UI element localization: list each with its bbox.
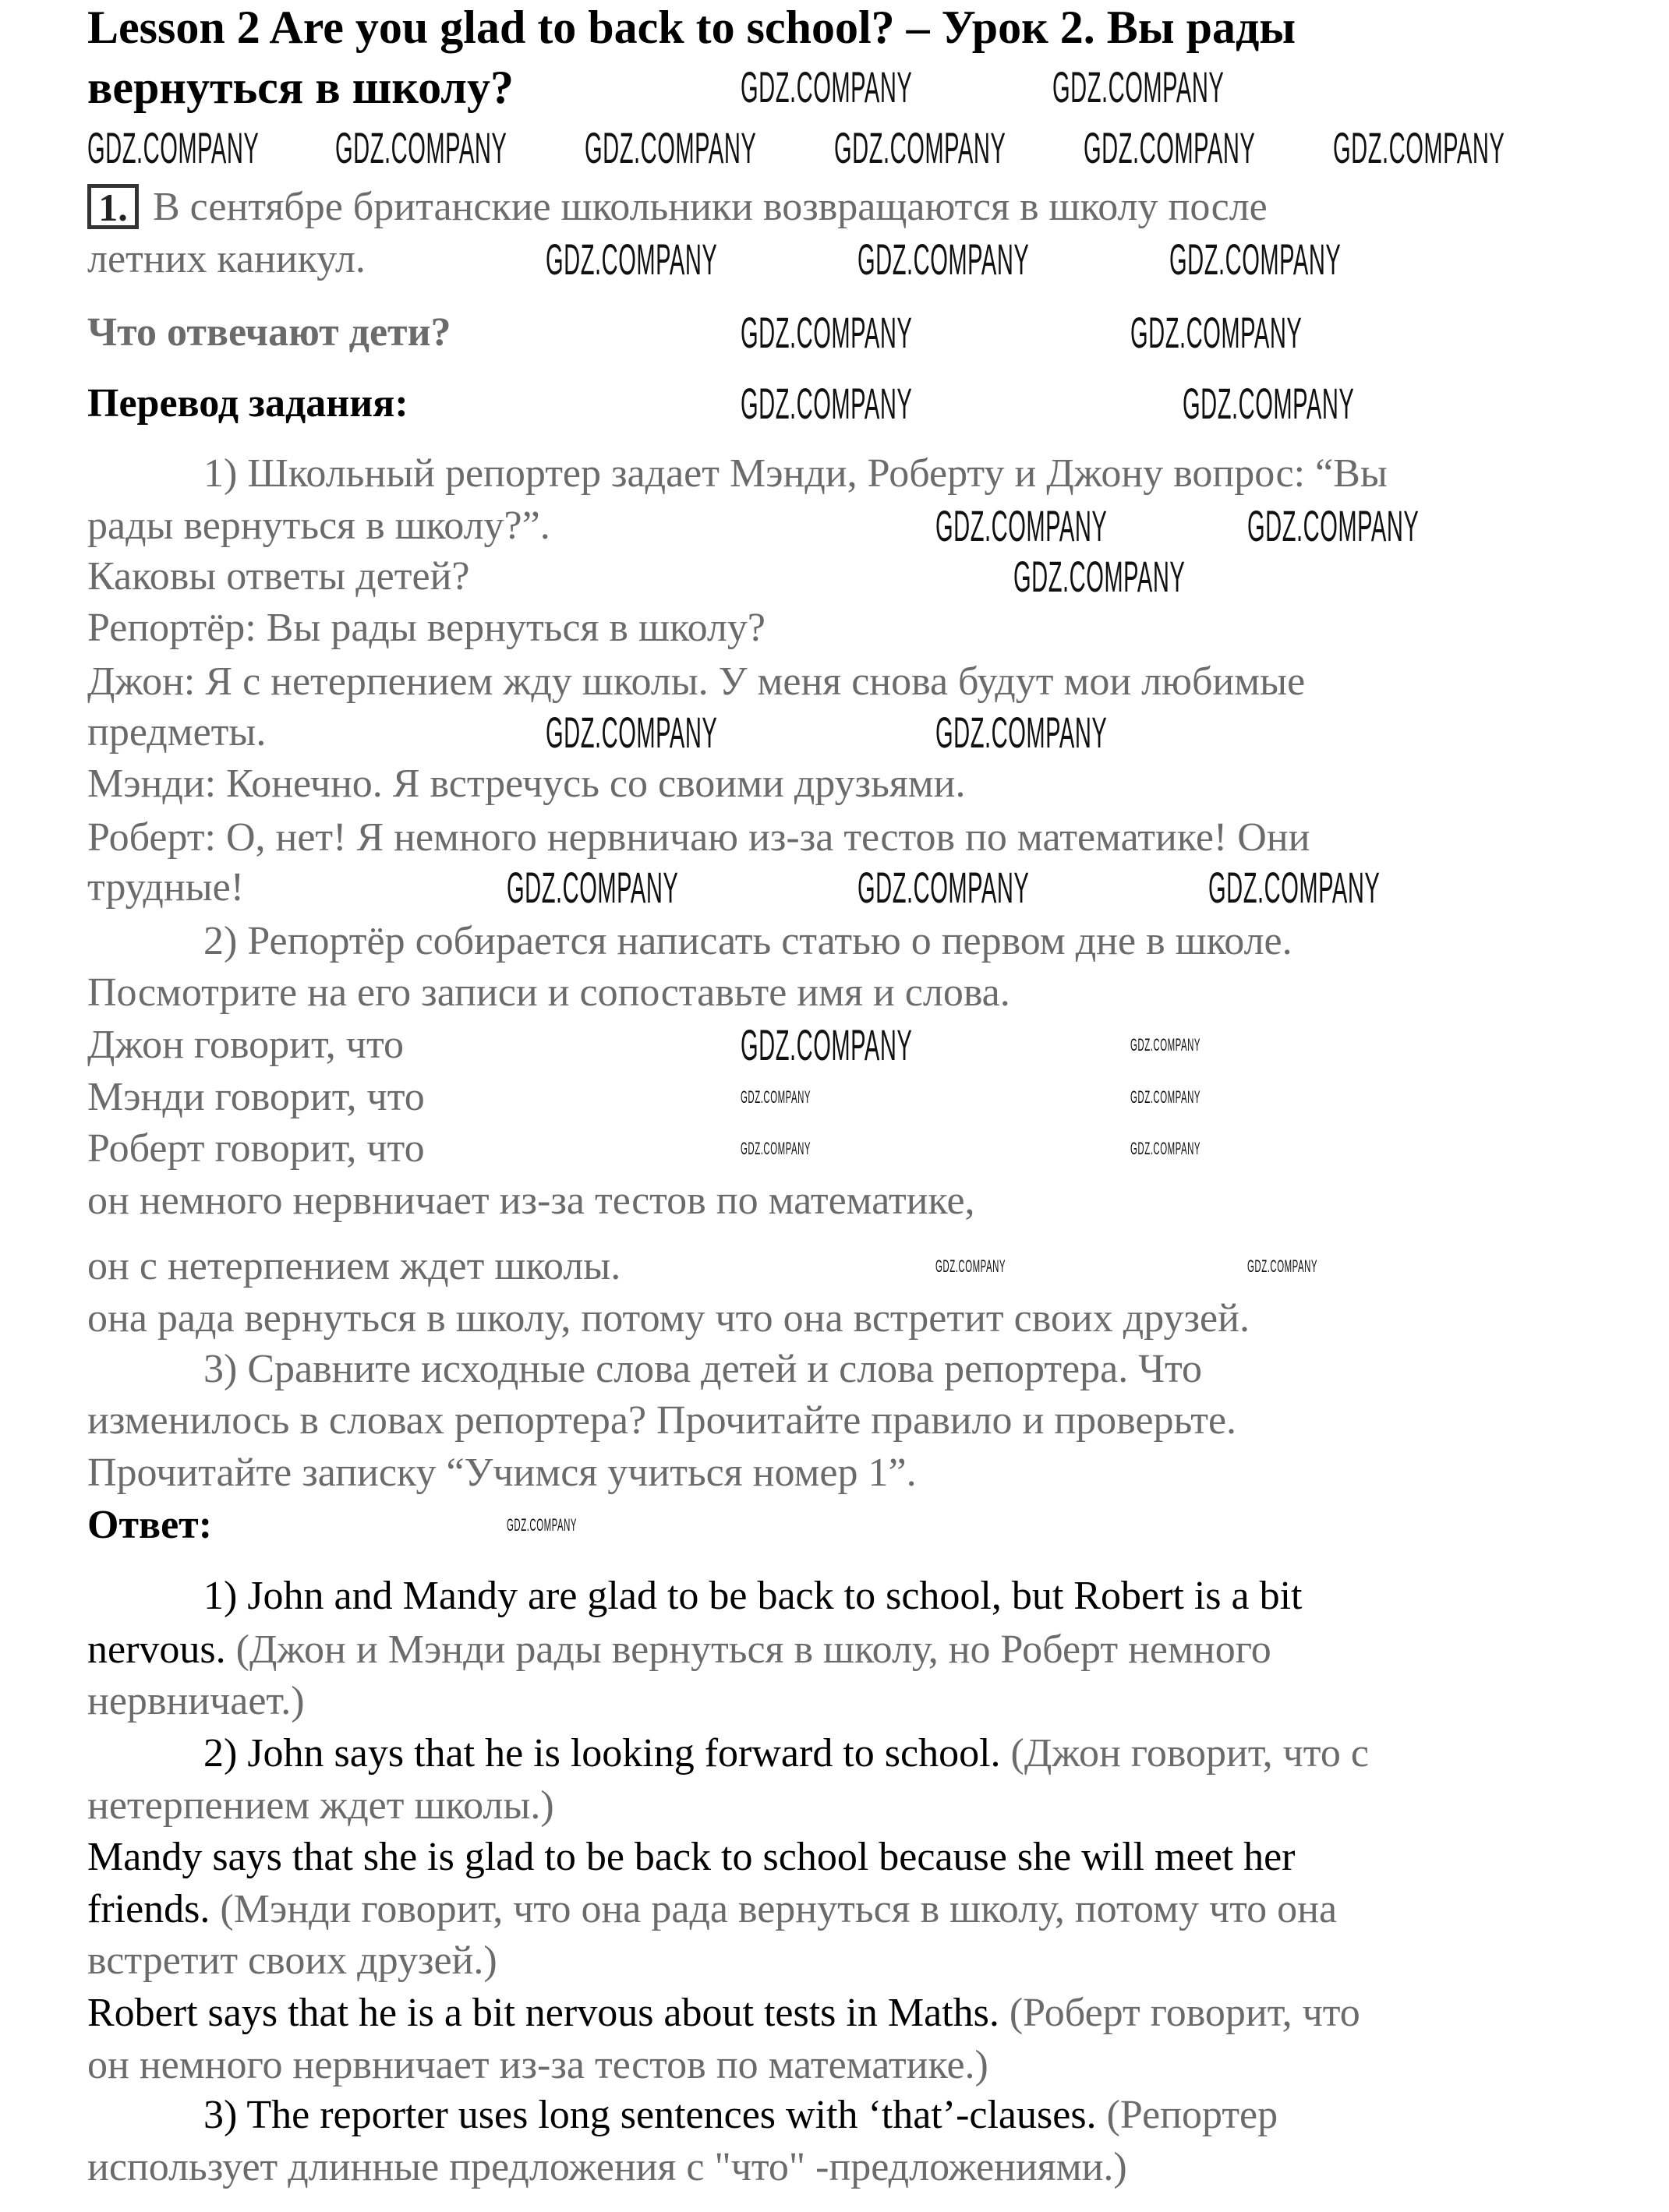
answer-english: nervous. [87,1627,236,1672]
watermark: GDZ.COMPANY [585,123,757,172]
answer-russian: (Джон говорит, что с [1010,1731,1369,1776]
translation-line: Каковы ответы детей? [87,554,470,599]
watermark: GDZ.COMPANY [741,1020,913,1069]
watermark: GDZ.COMPANY [507,863,679,912]
answer-english: friends. [87,1887,221,1931]
task-text: летних каникул. [87,237,366,281]
translation-line: трудные! [87,865,245,910]
answer-line [87,1624,1271,1676]
watermark: GDZ.COMPANY [741,308,913,357]
answer-line [87,1676,305,1727]
translation-line: изменилось в словах репортера? Прочитайте правило и проверьте. [87,1398,1237,1443]
lesson-title-line-2: вернуться в школу? [87,62,514,113]
translation-line: Мэнди говорит, что [87,1075,425,1119]
watermark: GDZ.COMPANY [1208,863,1381,912]
answer-russian: использует длинные предложения с "что" -предложениями.) [87,2145,1127,2189]
answer-english: 2) John says that he is looking forward to school. [203,1731,1011,1776]
translation-line: 1) Школьный репортер задает Мэнди, Роберту и Джону вопрос: “Вы [203,451,1388,496]
translation-line: Джон говорит, что [87,1023,404,1067]
watermark: GDZ.COMPANY [935,1256,1006,1276]
answer-line [87,1935,497,1987]
task-text: В сентябре британские школьники возвращаются в школу после [153,185,1268,229]
answer-line [203,1571,1302,1622]
task-question: Что отвечают дети? [87,310,451,355]
watermark: GDZ.COMPANY [1130,1035,1201,1055]
watermark: GDZ.COMPANY [857,235,1030,284]
answer-russian: (Джон и Мэнди рады вернуться в школу, но Роберт немного [235,1627,1271,1672]
watermark: GDZ.COMPANY [335,123,507,172]
watermark: GDZ.COMPANY [1130,1139,1201,1158]
answer-russian: встретит своих друзей.) [87,1938,497,1983]
answer-line [87,1780,554,1832]
watermark: GDZ.COMPANY [1247,501,1420,550]
answer-russian: нервничает.) [87,1679,305,1723]
watermark: GDZ.COMPANY [741,62,913,111]
translation-heading: Перевод задания: [87,381,408,426]
translation-line: 2) Репортёр собирается написать статью о первом дне в школе. [203,919,1292,963]
answer-line [87,1884,1337,1935]
answer-line [87,1832,1296,1883]
answer-english: 1) John and Mandy are glad to be back to school, but Robert is a bit [203,1574,1303,1618]
watermark: GDZ.COMPANY [546,708,718,757]
answer-english: Robert says that he is a bit nervous about tests in Maths. [87,1991,1010,2035]
watermark: GDZ.COMPANY [1183,379,1355,428]
answer-heading: Ответ: [87,1503,213,1547]
watermark: GDZ.COMPANY [741,1139,812,1158]
translation-line: Роберт говорит, что [87,1126,425,1171]
watermark: GDZ.COMPANY [546,235,718,284]
answer-line [87,2142,1127,2193]
answer-line [203,1728,1369,1779]
watermark: GDZ.COMPANY [1333,123,1505,172]
watermark: GDZ.COMPANY [1130,308,1303,357]
watermark: GDZ.COMPANY [741,379,913,428]
watermark: GDZ.COMPANY [1052,62,1225,111]
watermark: GDZ.COMPANY [741,1087,812,1107]
answer-line [87,1988,1360,2039]
translation-line: 3) Сравните исходные слова детей и слова репортера. Что [203,1347,1203,1391]
watermark: GDZ.COMPANY [507,1515,578,1535]
answer-english: Mandy says that she is glad to be back to school because she will meet her [87,1835,1296,1879]
watermark: GDZ.COMPANY [1169,235,1342,284]
watermark: GDZ.COMPANY [1084,123,1256,172]
translation-line: рады вернуться в школу?”. [87,504,550,548]
answer-english: 3) The reporter uses long sentences with ‘that’-clauses. [203,2093,1107,2137]
translation-line: Репортёр: Вы рады вернуться в школу? [87,606,766,650]
answer-russian: (Роберт говорит, что [1009,1991,1360,2035]
translation-line: предметы. [87,710,267,754]
answer-russian: (Мэнди говорит, что она рада вернуться в школу, потому что она [220,1887,1338,1931]
translation-line: Посмотрите на его записи и сопоставьте имя и слова. [87,970,1010,1015]
answer-russian: он немного нервничает из-за тестов по математике.) [87,2043,988,2087]
task-number-box: 1. [87,184,139,229]
translation-line: Прочитайте записку “Учимся учиться номер 1”. [87,1451,917,1495]
watermark: GDZ.COMPANY [935,501,1108,550]
watermark: GDZ.COMPANY [1247,1256,1318,1276]
watermark: GDZ.COMPANY [834,123,1006,172]
answer-russian: (Репортер [1106,2093,1278,2137]
watermark: GDZ.COMPANY [857,863,1030,912]
translation-line: Роберт: О, нет! Я немного нервничаю из-за тестов по математике! Они [87,815,1310,860]
watermark: GDZ.COMPANY [1130,1087,1201,1107]
translation-line: Джон: Я с нетерпением жду школы. У меня снова будут мои любимые [87,659,1306,704]
answer-russian: нетерпением ждет школы.) [87,1783,554,1828]
watermark: GDZ.COMPANY [87,123,260,172]
translation-line: он с нетерпением ждет школы. [87,1244,621,1288]
lesson-title-line-1: Lesson 2 Are you glad to back to school? – Урок 2. Вы рады [87,2,1296,53]
answer-line [87,2040,988,2091]
answer-line [203,2090,1278,2141]
watermark: GDZ.COMPANY [935,708,1108,757]
watermark: GDZ.COMPANY [1013,552,1186,601]
translation-line: Мэнди: Конечно. Я встречусь со своими друзьями. [87,761,966,806]
translation-line: он немного нервничает из-за тестов по математике, [87,1178,975,1223]
translation-line: она рада вернуться в школу, потому что она встретит своих друзей. [87,1296,1250,1341]
